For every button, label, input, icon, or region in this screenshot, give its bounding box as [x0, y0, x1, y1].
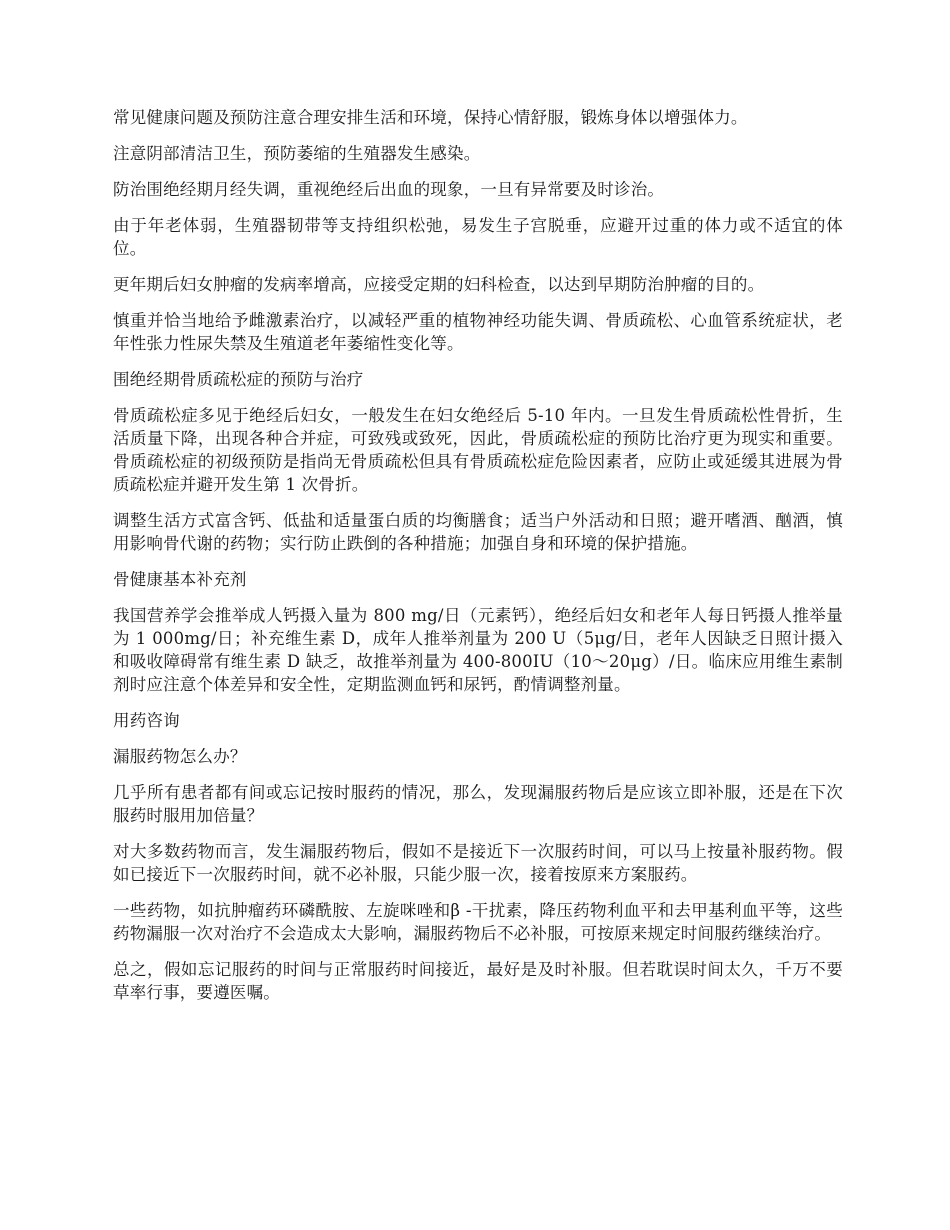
document-page [113, 106, 843, 1017]
paragraph-uterine-prolapse: 由于年老体弱，生殖器韧带等支持组织松弛，易发生子宫脱垂，应避开过重的体力或不适宜的体位。 [113, 216, 843, 258]
question-missed-dose: 漏服药物怎么办？ [113, 747, 247, 766]
paragraph-osteoporosis-prevention: 骨质疏松症多见于绝经后妇女，一般发生在妇女绝经后 5-10 年内。一旦发生骨质疏松性骨折，生活质量下降，出现各种合并症，可致残或致死，因此，骨质疏松症的预防比治疗更为现实和重要。骨质疏松症的初级预防是指尚无骨质疏松但具有骨质疏松症危险因素者，应防止或延缓其进展为骨质疏松症并避开发生第 1 次骨折。 [113, 406, 843, 494]
section-heading-supplements: 骨健康基本补充剂 [113, 570, 247, 589]
paragraph-conclusion: 总之，假如忘记服药的时间与正常服药时间接近，最好是及时补服。但若耽误时间太久，千万不要草率行事，要遵医嘱。 [113, 960, 843, 1002]
paragraph-tumor-screening: 更年期后妇女肿瘤的发病率增高，应接受定期的妇科检查，以达到早期防治肿瘤的目的。 [113, 275, 765, 294]
paragraph-missed-dose-general: 对大多数药物而言，发生漏服药物后，假如不是接近下一次服药时间，可以马上按量补服药物。假如已接近下一次服药时间，就不必补服，只能少服一次，接着按原来方案服药。 [113, 842, 843, 884]
paragraph-calcium-vitamin-d: 我国营养学会推举成人钙摄入量为 800 mg/日（元素钙），绝经后妇女和老年人每日钙摄人推举量为 1 000mg/日；补充维生素 D，成年人推举剂量为 200 U（5μg/日，老年人因缺乏日照计摄入和吸收障碍常有维生素 D 缺乏，故推举剂量为 400-800IU（10～20μg）/日。临床应用维生素制剂时应注意个体差异和安全性，定期监测血钙和尿钙，酌情调整剂量。 [113, 606, 843, 694]
paragraph-estrogen-therapy: 慎重并恰当地给予雌激素治疗，以减轻严重的植物神经功能失调、骨质疏松、心血管系统症状，老年性张力性尿失禁及生殖道老年萎缩性变化等。 [113, 311, 843, 353]
paragraph-menstrual-disorder: 防治围绝经期月经失调，重视绝经后出血的现象，一旦有异常要及时诊治。 [113, 180, 665, 199]
paragraph-hygiene: 注意阴部清洁卫生，预防萎缩的生殖器发生感染。 [113, 144, 481, 163]
section-heading-osteoporosis: 围绝经期骨质疏松症的预防与治疗 [113, 370, 364, 389]
section-heading-medication-consult: 用药咨询 [113, 711, 180, 730]
paragraph-lifestyle: 调整生活方式富含钙、低盐和适量蛋白质的均衡膳食；适当户外活动和日照；避开嗜酒、酗酒，慎用影响骨代谢的药物；实行防止跌倒的各种措施；加强自身和环境的保护措施。 [113, 511, 843, 553]
paragraph-health-overview: 常见健康问题及预防注意合理安排生活和环境，保持心情舒服，锻炼身体以增强体力。 [113, 108, 748, 127]
paragraph-missed-dose-intro: 几乎所有患者都有间或忘记按时服药的情况，那么，发现漏服药物后是应该立即补服，还是在下次服药时服用加倍量？ [113, 783, 843, 825]
paragraph-missed-dose-exceptions: 一些药物，如抗肿瘤药环磷酰胺、左旋咪唑和β -干扰素，降压药物利血平和去甲基利血平等，这些药物漏服一次对治疗不会造成太大影响，漏服药物后不必补服，可按原来规定时间服药继续治疗。 [113, 901, 843, 943]
